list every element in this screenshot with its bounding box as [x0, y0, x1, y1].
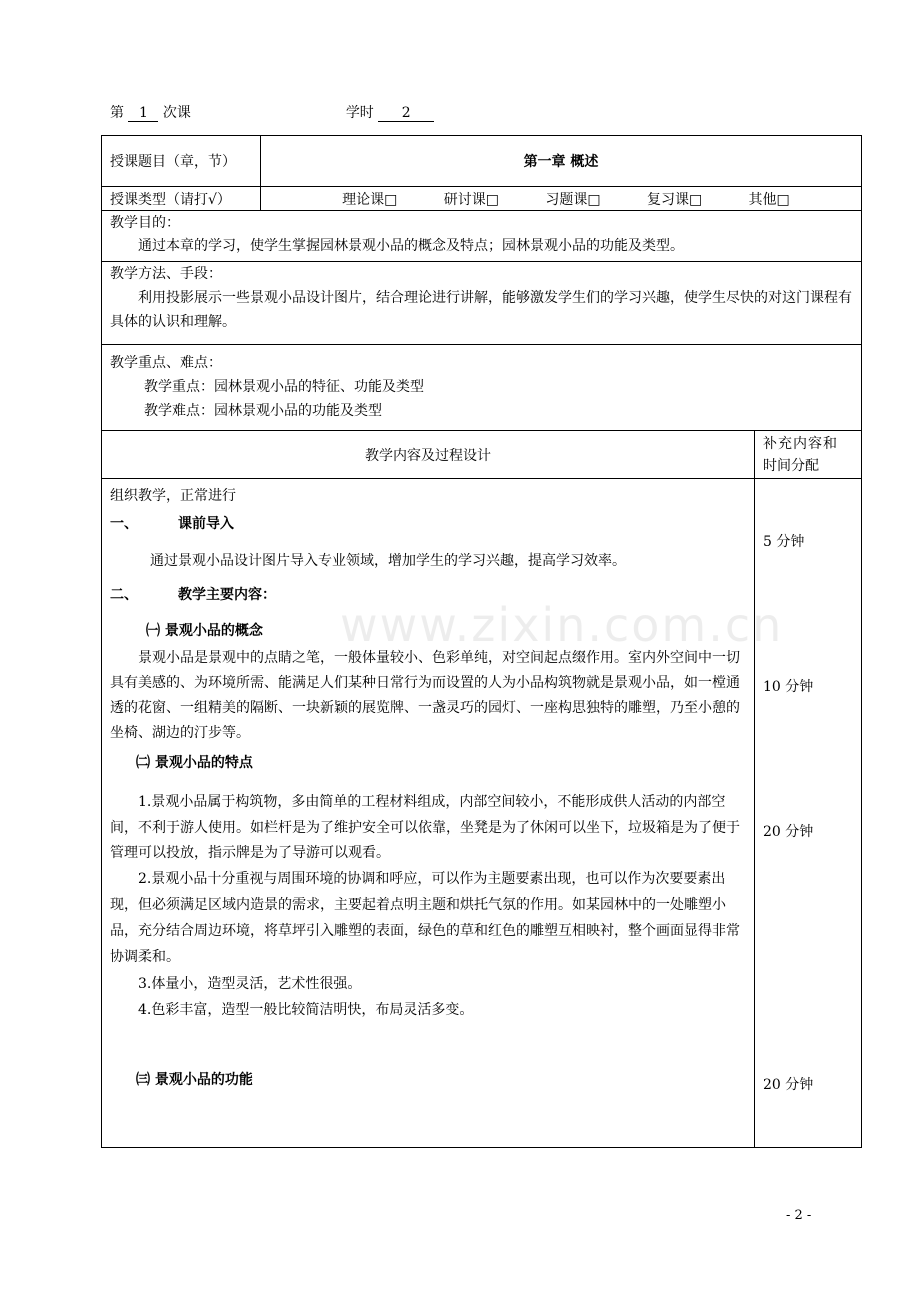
side-header-line2: 时间分配	[763, 457, 819, 474]
section-1-heading	[110, 512, 746, 537]
feature-1: 1.景观小品属于构筑物，多由简单的工程材料组成，内部空间较小，不能形成供人活动的内部空间，不利于游人使用。如栏杆是为了维护安全可以依靠，坐凳是为了休闲可以坐下，垃圾箱是为了便于管理可以投放，指示牌是为了导游可以观看。	[110, 794, 740, 861]
goal-cell	[102, 211, 862, 262]
time-features: 20 分钟	[763, 824, 814, 840]
side-header	[755, 431, 862, 479]
section-2-title: 教学主要内容：	[178, 587, 276, 603]
content-cell	[102, 479, 755, 1148]
section-1-text: 通过景观小品设计图片导入专业领域，增加学生的学习兴趣，提高学习效率。	[150, 553, 626, 569]
hours-label: 学时	[345, 105, 374, 121]
keypoints-cell	[102, 345, 862, 431]
subsection-1-text: 景观小品是景观中的点睛之笔，一般体量较小、色彩单纯，对空间起点缀作用。室内外空间中一切具有美感的、为环境所需、能满足人们某种日常行为而设置的人为小品构筑物就是景观小品，如一樘通透的花窗、一组精美的隔断、一块新颖的展览牌、一盏灵巧的园灯、一座构思独特的雕塑，乃至小憩的坐椅、湖边的汀步等。	[110, 650, 740, 741]
type-option-review[interactable]: 复习课□	[646, 191, 703, 208]
type-option-theory[interactable]: 理论课□	[342, 191, 398, 208]
topic-label: 授课题目（章，节）	[102, 136, 261, 187]
time-functions: 20 分钟	[763, 1077, 814, 1093]
watermark: www.zixin.com.cn	[340, 598, 784, 652]
goal-label: 教学目的：	[110, 215, 180, 231]
topic-value: 第一章 概述	[261, 136, 862, 187]
method-label: 教学方法、手段：	[110, 266, 222, 282]
page-number: - 2 -	[786, 1208, 812, 1223]
feature-3: 3.体量小，造型灵活，艺术性很强。	[138, 976, 362, 992]
feature-4: 4.色彩丰富，造型一般比较简洁明快，布局灵活多变。	[138, 1002, 474, 1018]
hours-value: 2	[378, 105, 434, 122]
goal-text: 通过本章的学习，使学生掌握园林景观小品的概念及特点；园林景观小品的功能及类型。	[138, 238, 684, 254]
subsection-3-title: ㈢ 景观小品的功能	[136, 1072, 253, 1088]
lesson-header	[110, 102, 530, 122]
feature-2: 2.景观小品十分重视与周围环境的协调和呼应，可以作为主题要素出现，也可以作为次要要素出现，但必须满足区域内造景的需求，主要起着点明主题和烘托气氛的作用。如某园林中的一处雕塑小品，充分结合周边环境，将草坪引入雕塑的表面，绿色的草和红色的雕塑互相映衬，整个画面显得非常协调柔和。	[110, 871, 740, 965]
organize-line: 组织教学，正常进行	[110, 488, 236, 504]
design-header: 教学内容及过程设计	[102, 431, 755, 479]
session-prefix: 第	[110, 105, 124, 121]
key-focus: 教学重点：园林景观小品的特征、功能及类型	[144, 379, 424, 395]
side-header-line1: 补充内容和	[763, 435, 838, 452]
subsection-1-title: ㈠ 景观小品的概念	[146, 623, 263, 639]
session-suffix: 次课	[162, 105, 191, 121]
section-1-number: 一、	[110, 516, 138, 532]
keypoints-label: 教学重点、难点：	[110, 355, 222, 371]
session-number: 1	[128, 105, 158, 122]
type-options	[269, 189, 853, 209]
section-1-title: 课前导入	[178, 516, 234, 532]
method-text: 利用投影展示一些景观小品设计图片，结合理论进行讲解，能够激发学生们的学习兴趣，使学生尽快的对这门课程有具体的认识和理解。	[110, 290, 852, 330]
type-label: 授课类型（请打√）	[102, 187, 261, 211]
type-option-exercise[interactable]: 习题课□	[545, 191, 601, 208]
time-column	[755, 479, 862, 1148]
section-2-number: 二、	[110, 587, 138, 603]
key-difficulty: 教学难点：园林景观小品的功能及类型	[144, 403, 382, 419]
subsection-2-title: ㈡ 景观小品的特点	[136, 755, 253, 771]
time-concept: 10 分钟	[763, 679, 814, 695]
type-option-seminar[interactable]: 研讨课□	[443, 191, 499, 208]
time-intro: 5 分钟	[763, 534, 805, 550]
method-cell	[102, 262, 862, 345]
type-option-other[interactable]: 其他□	[748, 191, 790, 208]
